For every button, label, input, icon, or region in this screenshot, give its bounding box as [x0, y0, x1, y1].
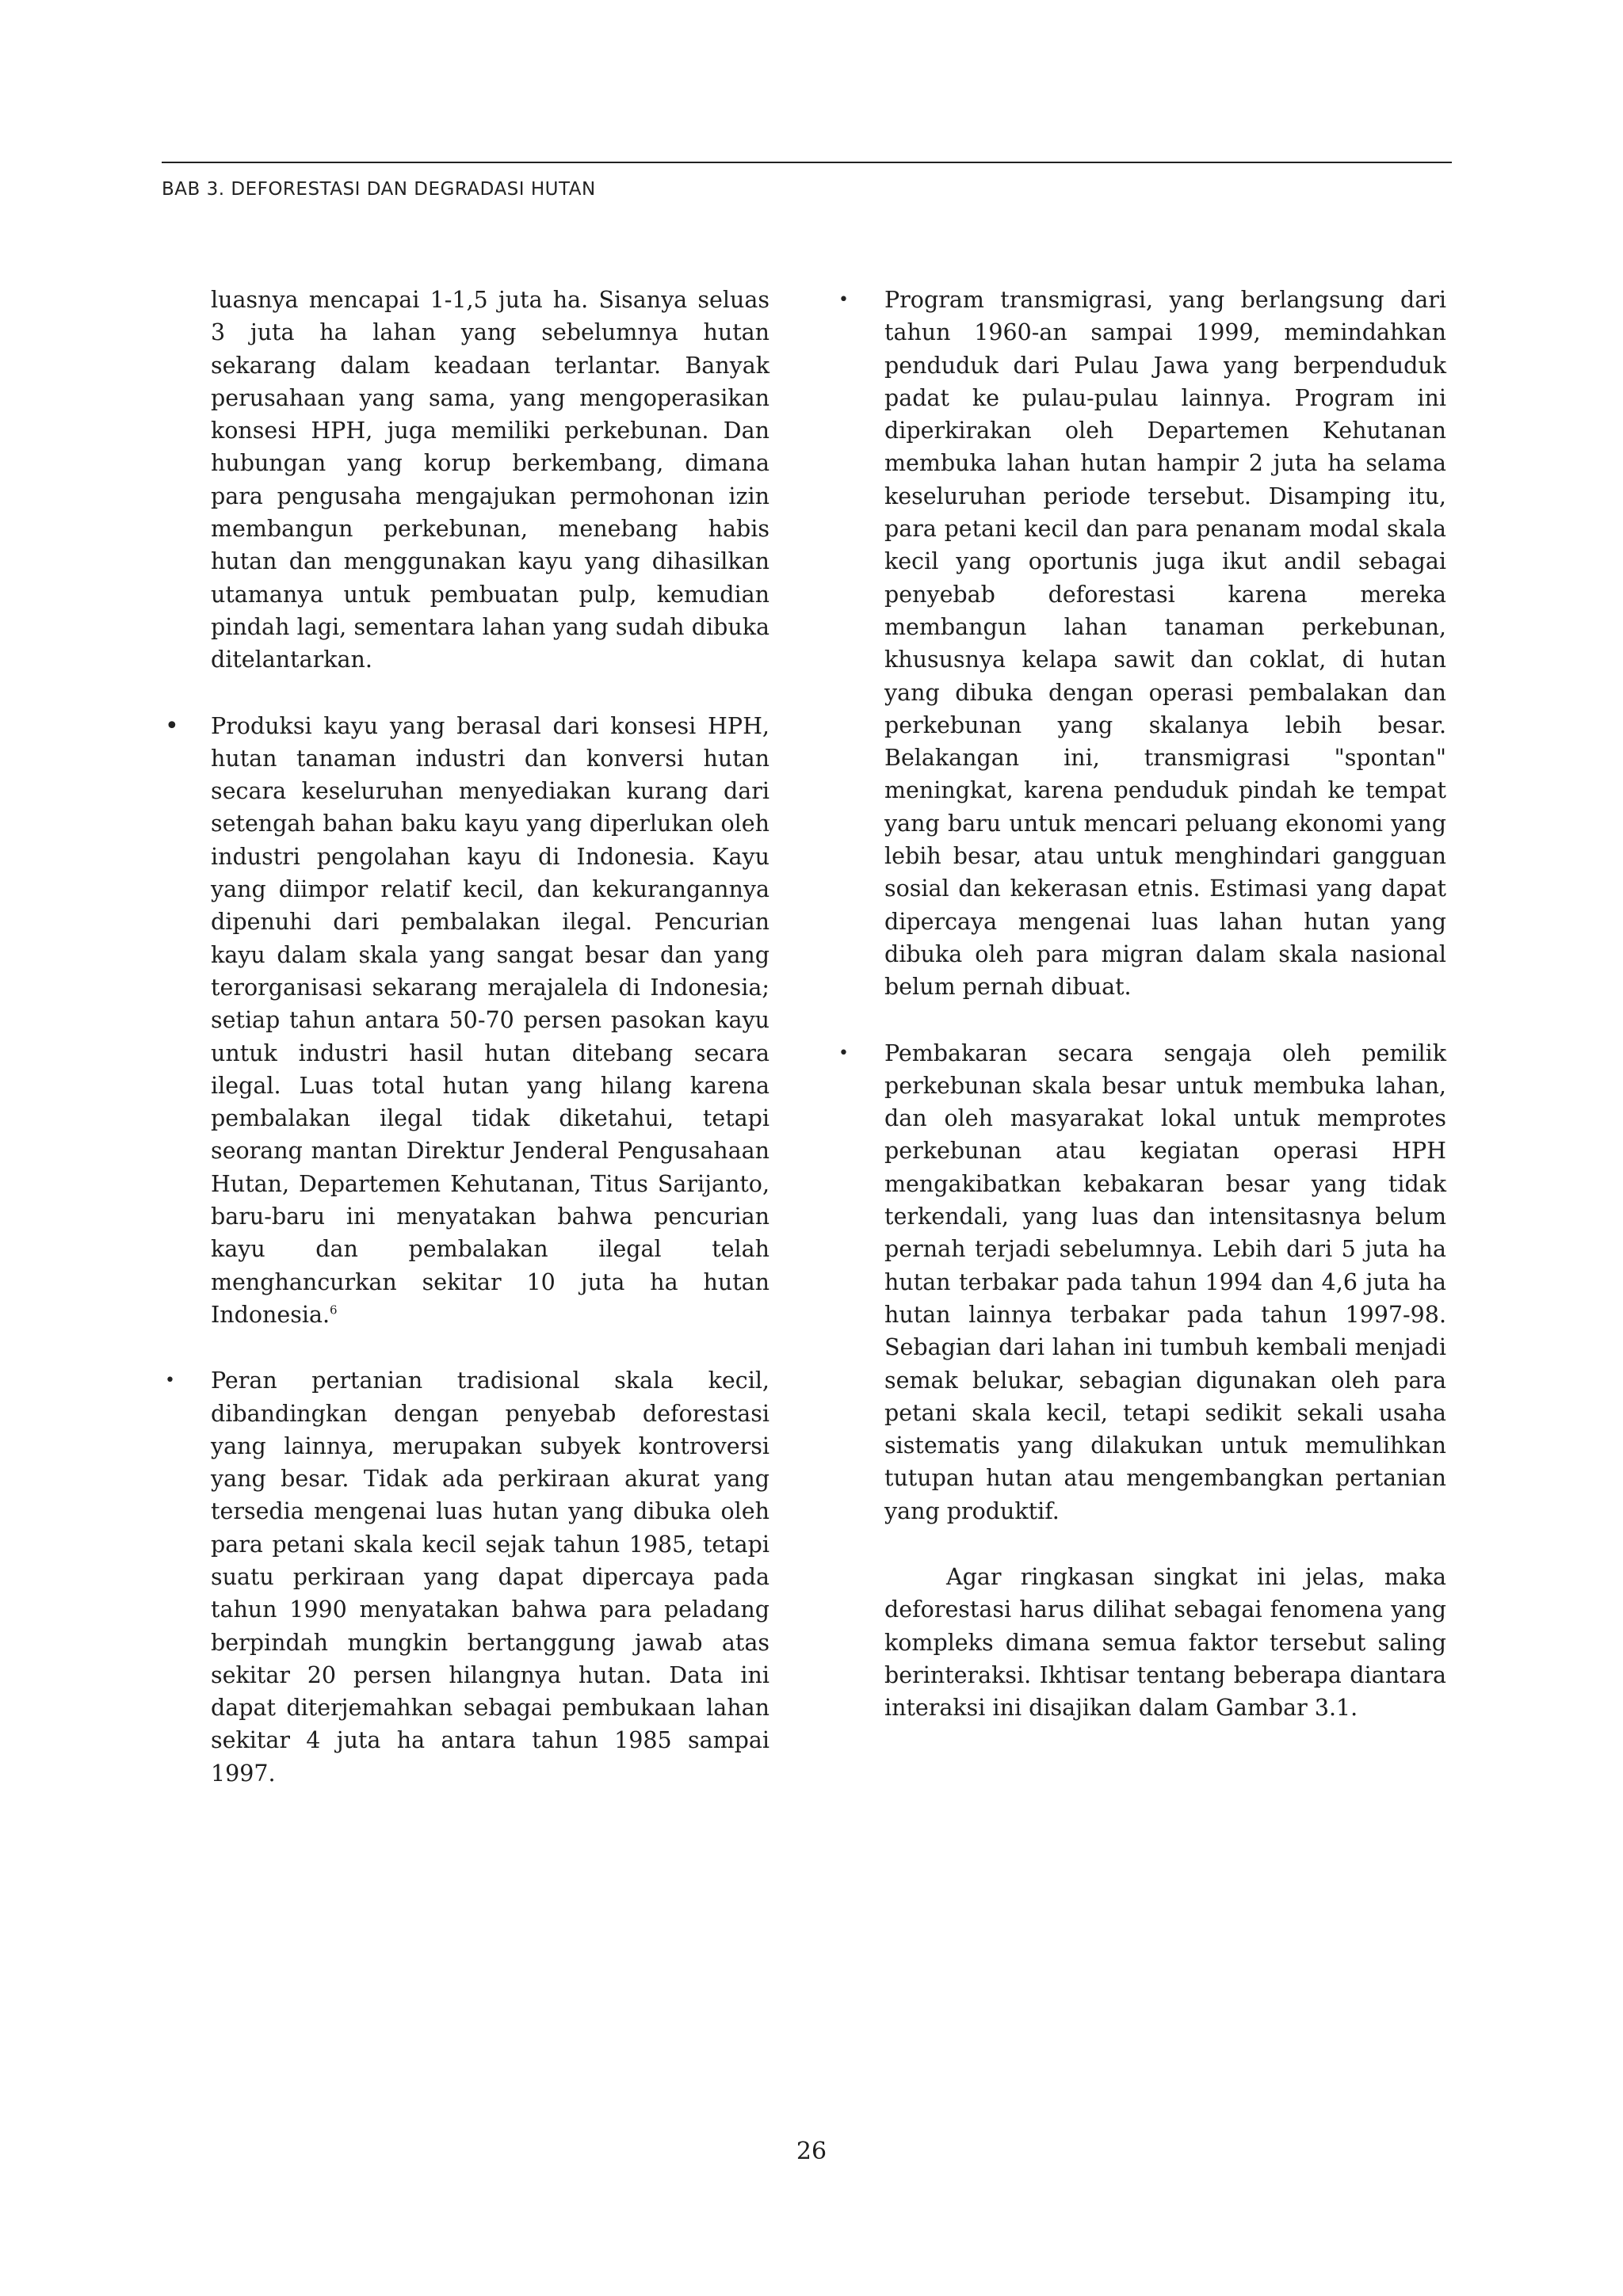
header-rule [162, 162, 1452, 163]
closing-paragraph: Agar ringkasan singkat ini jelas, maka deforestasi harus dilihat sebagai fenomena yang kompleks dimana semua faktor tersebut saling berinteraksi. Ikhtisar tentang beberapa diantara interaksi ini disajikan dalam Gambar 3.1. [884, 1563, 1446, 1722]
bullet-text: Peran pertanian tradisional skala kecil, dibandingkan dengan penyebab deforestasi yang lainnya, merupakan subyek kontroversi yang besar. Tidak ada perkiraan akurat yang tersedia mengenai luas hutan yang dibuka oleh para petani skala kecil sejak tahun 1985, tetapi suatu perkiraan yang dapat dipercaya pada tahun 1990 menyatakan bahwa para peladang berpindah mungkin bertanggung jawab atas sekitar 20 persen hilangnya hutan. Data ini dapat diterjemahkan sebagai pembukaan lahan sekitar 4 juta ha antara tahun 1985 sampai 1997. [211, 1367, 769, 1787]
right-column [838, 284, 1446, 1757]
bullet-item-fires [838, 1037, 1446, 1527]
footnote-ref[interactable]: 6 [330, 1302, 338, 1318]
bullet-marker: • [838, 290, 849, 310]
bullet-marker: • [838, 1043, 849, 1063]
page-number: 26 [796, 2138, 827, 2165]
bullet-marker: • [165, 711, 179, 740]
bullet-item-illegal-logging [165, 710, 769, 1332]
bullet-text: Produksi kayu yang berasal dari konsesi HPH, hutan tanaman industri dan konversi hutan secara keseluruhan menyediakan kurang dari setengah bahan baku kayu yang diperlukan oleh industri pengolahan kayu di Indonesia. Kayu yang diimpor relatif kecil, dan kekurangannya dipenuhi dari pembalakan ilegal. Pencurian kayu dalam skala yang sangat besar dan yang terorganisasi sekarang merajalela di Indonesia; setiap tahun antara 50-70 persen pasokan kayu untuk industri hasil hutan ditebang secara ilegal. Luas total hutan yang hilang karena pembalakan ilegal tidak diketahui, tetapi seorang mantan Direktur Jenderal Pengusahaan Hutan, Departemen Kehutanan, Titus Sarijanto, baru-baru ini menyatakan bahwa pencurian kayu dan pembalakan ilegal telah menghancurkan sekitar 10 juta ha hutan Indonesia. [211, 712, 769, 1328]
bullet-item-smallholder-agriculture [165, 1364, 769, 1790]
bullet-item-transmigration [838, 284, 1446, 1004]
left-column [165, 284, 769, 1823]
continued-paragraph: luasnya mencapai 1-1,5 juta ha. Sisanya seluas 3 juta ha lahan yang sebelumnya hutan sekarang dalam keadaan terlantar. Banyak perusahaan yang sama, yang mengoperasikan konsesi HPH, juga memiliki perkebunan. Dan hubungan yang korup berkembang, dimana para pengusaha mengajukan permohonan izin membangun perkebunan, menebang habis hutan dan menggunakan kayu yang dihasilkan utamanya untuk pembuatan pulp, kemudian pindah lagi, sementara lahan yang sudah dibuka ditelantarkan. [211, 287, 769, 673]
bullet-text: Pembakaran secara sengaja oleh pemilik perkebunan skala besar untuk membuka lahan, dan oleh masyarakat lokal untuk memprotes perkebunan atau kegiatan operasi HPH mengakibatkan kebakaran besar yang tidak terkendali, yang luas dan intensitasnya belum pernah terjadi sebelumnya. Lebih dari 5 juta ha hutan terbakar pada tahun 1994 dan 4,6 juta ha hutan lainnya terbakar pada tahun 1997-98. Sebagian dari lahan ini tumbuh kembali menjadi semak belukar, sebagian digunakan oleh para petani skala kecil, tetapi sedikit sekali usaha sistematis yang dilakukan untuk memulihkan tutupan hutan atau mengembangkan pertanian yang produktif. [884, 1039, 1446, 1524]
running-head: BAB 3. DEFORESTASI DAN DEGRADASI HUTAN [162, 179, 596, 200]
bullet-text: Program transmigrasi, yang berlangsung dari tahun 1960-an sampai 1999, memindahkan penduduk dari Pulau Jawa yang berpenduduk padat ke pulau-pulau lainnya. Program ini diperkirakan oleh Departemen Kehutanan membuka lahan hutan hampir 2 juta ha selama keseluruhan periode tersebut. Disamping itu, para petani kecil dan para penanam modal skala kecil yang oportunis juga ikut andil sebagai penyebab deforestasi karena mereka membangun lahan tanaman perkebunan, khususnya kelapa sawit dan coklat, di hutan yang dibuka dengan operasi pembalakan dan perkebunan yang skalanya lebih besar. Belakangan ini, transmigrasi "spontan" meningkat, karena penduduk pindah ke tempat yang baru untuk mencari peluang ekonomi yang lebih besar, atau untuk menghindari gangguan sosial dan kekerasan etnis. Estimasi yang dapat dipercaya mengenai luas lahan hutan yang dibuka oleh para migran dalam skala nasional belum pernah dibuat. [884, 287, 1446, 1001]
bullet-marker: • [165, 1371, 175, 1391]
